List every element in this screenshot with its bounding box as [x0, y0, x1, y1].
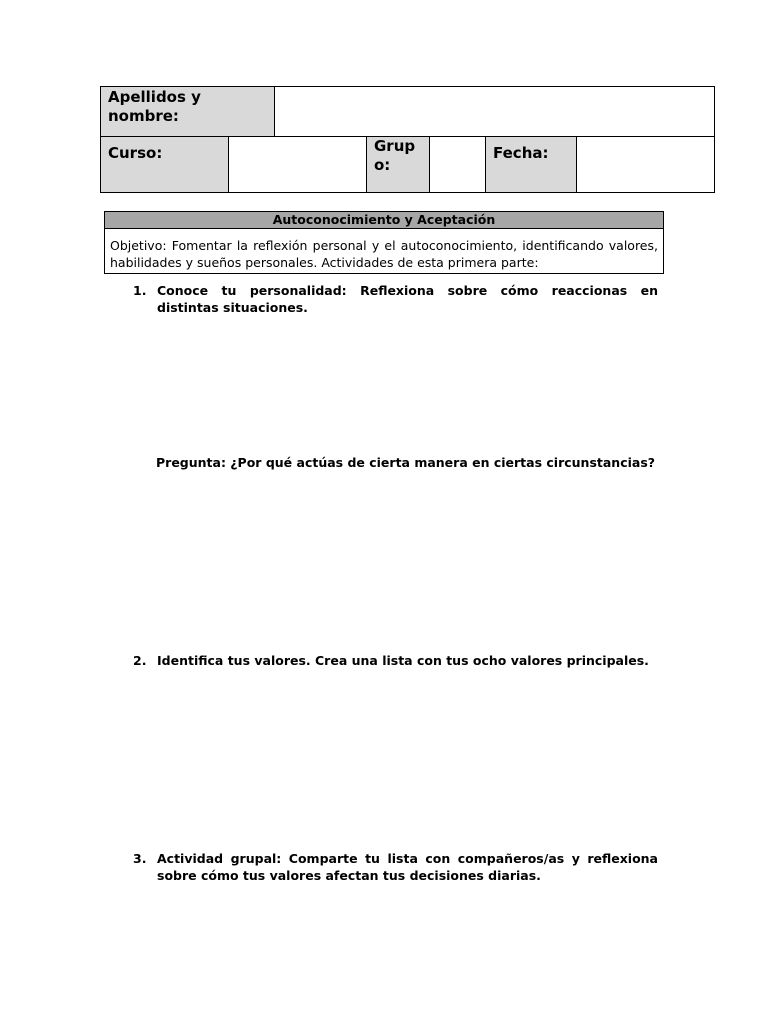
name-label-cell	[101, 87, 275, 137]
curso-label-cell	[101, 137, 229, 193]
section-title: Autoconocimiento y Aceptación	[105, 212, 663, 229]
activity-2-number: 2.	[133, 653, 147, 668]
activity-1-text: Conoce tu personalidad: Reflexiona sobre cómo reaccionas en distintas situaciones.	[157, 283, 658, 315]
curso-label: Curso:	[108, 144, 163, 162]
activity-3	[133, 850, 658, 884]
fecha-label: Fecha:	[493, 144, 549, 162]
activity-3-text: Actividad grupal: Comparte tu lista con compañeros/as y reflexiona sobre cómo tus valores afectan tus decisiones diarias.	[157, 851, 658, 883]
grupo-label-line2: o:	[374, 156, 391, 174]
grupo-field[interactable]	[430, 137, 486, 193]
fecha-label-cell	[486, 137, 577, 193]
objective-box	[104, 211, 664, 274]
grupo-label-line1: Grup	[374, 137, 416, 155]
name-label: Apellidos y nombre:	[108, 88, 201, 125]
objective-text: Objetivo: Fomentar la reflexión personal y el autoconocimiento, identificando valores, habilidades y sueños personales. Actividades de esta primera parte:	[110, 238, 658, 270]
activity-2	[133, 652, 658, 669]
curso-field[interactable]	[229, 137, 367, 193]
student-info-table	[100, 86, 715, 193]
activity-1	[133, 282, 658, 316]
activity-3-number: 3.	[133, 851, 147, 866]
activity-1-number: 1.	[133, 283, 147, 298]
grupo-label-cell	[367, 137, 430, 193]
question-text: Pregunta: ¿Por qué actúas de cierta manera en ciertas circunstancias?	[156, 455, 656, 470]
activity-2-text: Identifica tus valores. Crea una lista con tus ocho valores principales.	[157, 653, 649, 668]
name-field[interactable]	[275, 87, 715, 137]
fecha-field[interactable]	[577, 137, 715, 193]
